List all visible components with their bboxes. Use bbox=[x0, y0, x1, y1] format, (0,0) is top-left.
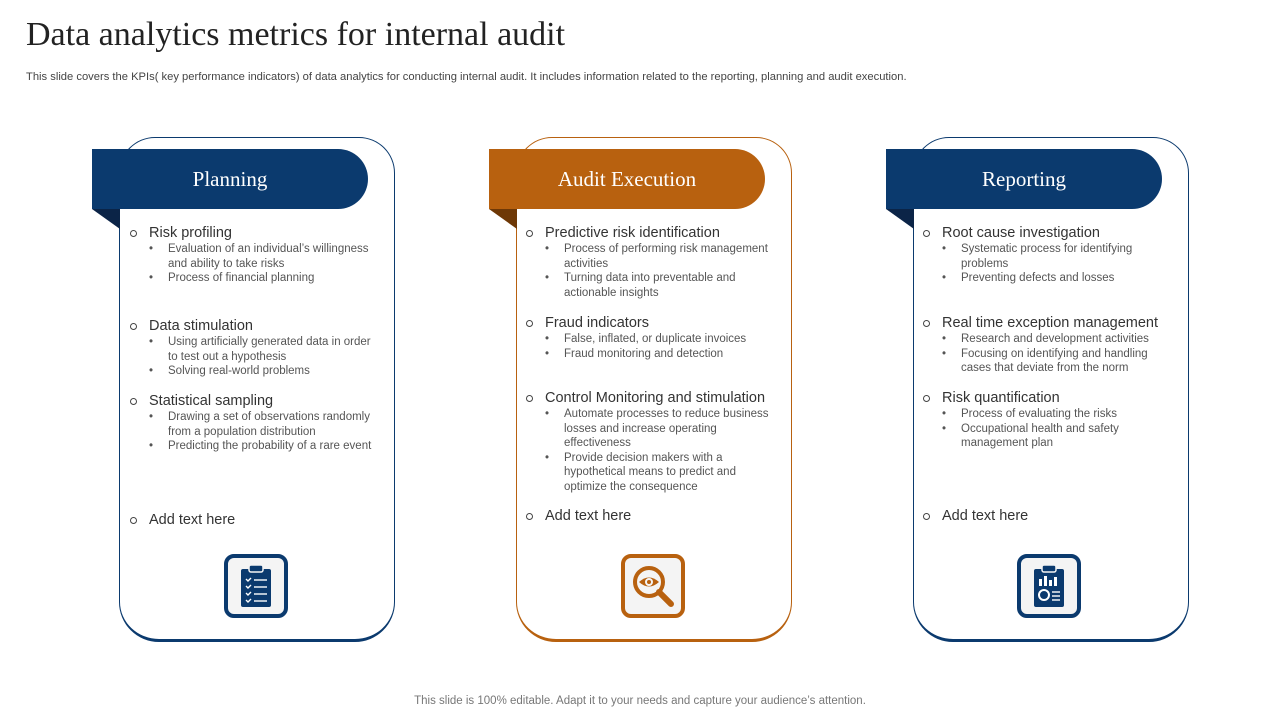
planning-banner-fold bbox=[92, 209, 120, 229]
bullet-item: • Predicting the probability of a rare event bbox=[130, 439, 380, 454]
reporting-section-1 bbox=[923, 225, 1173, 286]
bullet-item: • Process of financial planning bbox=[130, 271, 380, 286]
magnifier-eye-icon bbox=[621, 554, 685, 618]
report-chart-icon bbox=[1017, 554, 1081, 618]
clipboard-checklist-icon bbox=[224, 554, 288, 618]
bullet-item: • Occupational health and safety management plan bbox=[923, 422, 1173, 451]
audit-execution-heading: Audit Execution bbox=[557, 166, 697, 191]
bullet-item: • Systematic process for identifying problems bbox=[923, 242, 1173, 271]
bullet-item: • False, inflated, or duplicate invoices bbox=[526, 332, 776, 347]
bullet-item: • Fraud monitoring and detection bbox=[526, 347, 776, 362]
page-title: Data analytics metrics for internal audit bbox=[26, 16, 566, 53]
bullet-item: • Process of performing risk management activities bbox=[526, 242, 776, 271]
audit-execution-banner-fold bbox=[489, 209, 517, 229]
section-title: Real time exception management bbox=[923, 315, 1173, 332]
reporting-section-4 bbox=[923, 508, 1173, 525]
section-title: Control Monitoring and stimulation bbox=[526, 390, 776, 407]
bullet-item: • Solving real-world problems bbox=[130, 364, 380, 379]
reporting-section-3 bbox=[923, 390, 1173, 451]
section-title: Add text here bbox=[130, 512, 380, 529]
reporting-section-2 bbox=[923, 315, 1173, 376]
bullet-item: • Process of evaluating the risks bbox=[923, 407, 1173, 422]
reporting-banner-fold bbox=[886, 209, 914, 229]
planning-section-4 bbox=[130, 512, 380, 529]
planning-section-1 bbox=[130, 225, 380, 286]
section-title: Risk quantification bbox=[923, 390, 1173, 407]
bullet-item: • Evaluation of an individual’s willingness and ability to take risks bbox=[130, 242, 380, 271]
planning-heading: Planning bbox=[192, 166, 268, 191]
bullet-item: • Automate processes to reduce business losses and increase operating effectiveness bbox=[526, 407, 776, 451]
reporting-banner bbox=[886, 149, 1162, 209]
bullet-item: • Turning data into preventable and actionable insights bbox=[526, 271, 776, 300]
bullet-item: • Using artificially generated data in order to test out a hypothesis bbox=[130, 335, 380, 364]
bullet-item: • Research and development activities bbox=[923, 332, 1173, 347]
planning-banner bbox=[92, 149, 368, 209]
planning-section-2 bbox=[130, 318, 380, 379]
bullet-item: • Drawing a set of observations randomly from a population distribution bbox=[130, 410, 380, 439]
bullet-item: • Provide decision makers with a hypothetical means to predict and optimize the consequence bbox=[526, 451, 776, 495]
page-footer: This slide is 100% editable. Adapt it to your needs and capture your audience’s attention. bbox=[414, 695, 866, 707]
section-title: Predictive risk identification bbox=[526, 225, 776, 242]
audit-execution-section-1 bbox=[526, 225, 776, 300]
audit-execution-banner bbox=[489, 149, 765, 209]
bullet-item: • Preventing defects and losses bbox=[923, 271, 1173, 286]
audit-execution-section-2 bbox=[526, 315, 776, 361]
section-title: Risk profiling bbox=[130, 225, 380, 242]
page-subtitle: This slide covers the KPIs( key performance indicators) of data analytics for conducting internal audit. It includes information related to the reporting, planning and audit execution. bbox=[26, 71, 907, 83]
audit-execution-section-4 bbox=[526, 508, 776, 525]
planning-section-3 bbox=[130, 393, 380, 454]
section-title: Add text here bbox=[526, 508, 776, 525]
section-title: Data stimulation bbox=[130, 318, 380, 335]
section-title: Add text here bbox=[923, 508, 1173, 525]
section-title: Statistical sampling bbox=[130, 393, 380, 410]
audit-execution-section-3 bbox=[526, 390, 776, 494]
section-title: Root cause investigation bbox=[923, 225, 1173, 242]
bullet-item: • Focusing on identifying and handling cases that deviate from the norm bbox=[923, 347, 1173, 376]
section-title: Fraud indicators bbox=[526, 315, 776, 332]
reporting-heading: Reporting bbox=[982, 166, 1066, 191]
